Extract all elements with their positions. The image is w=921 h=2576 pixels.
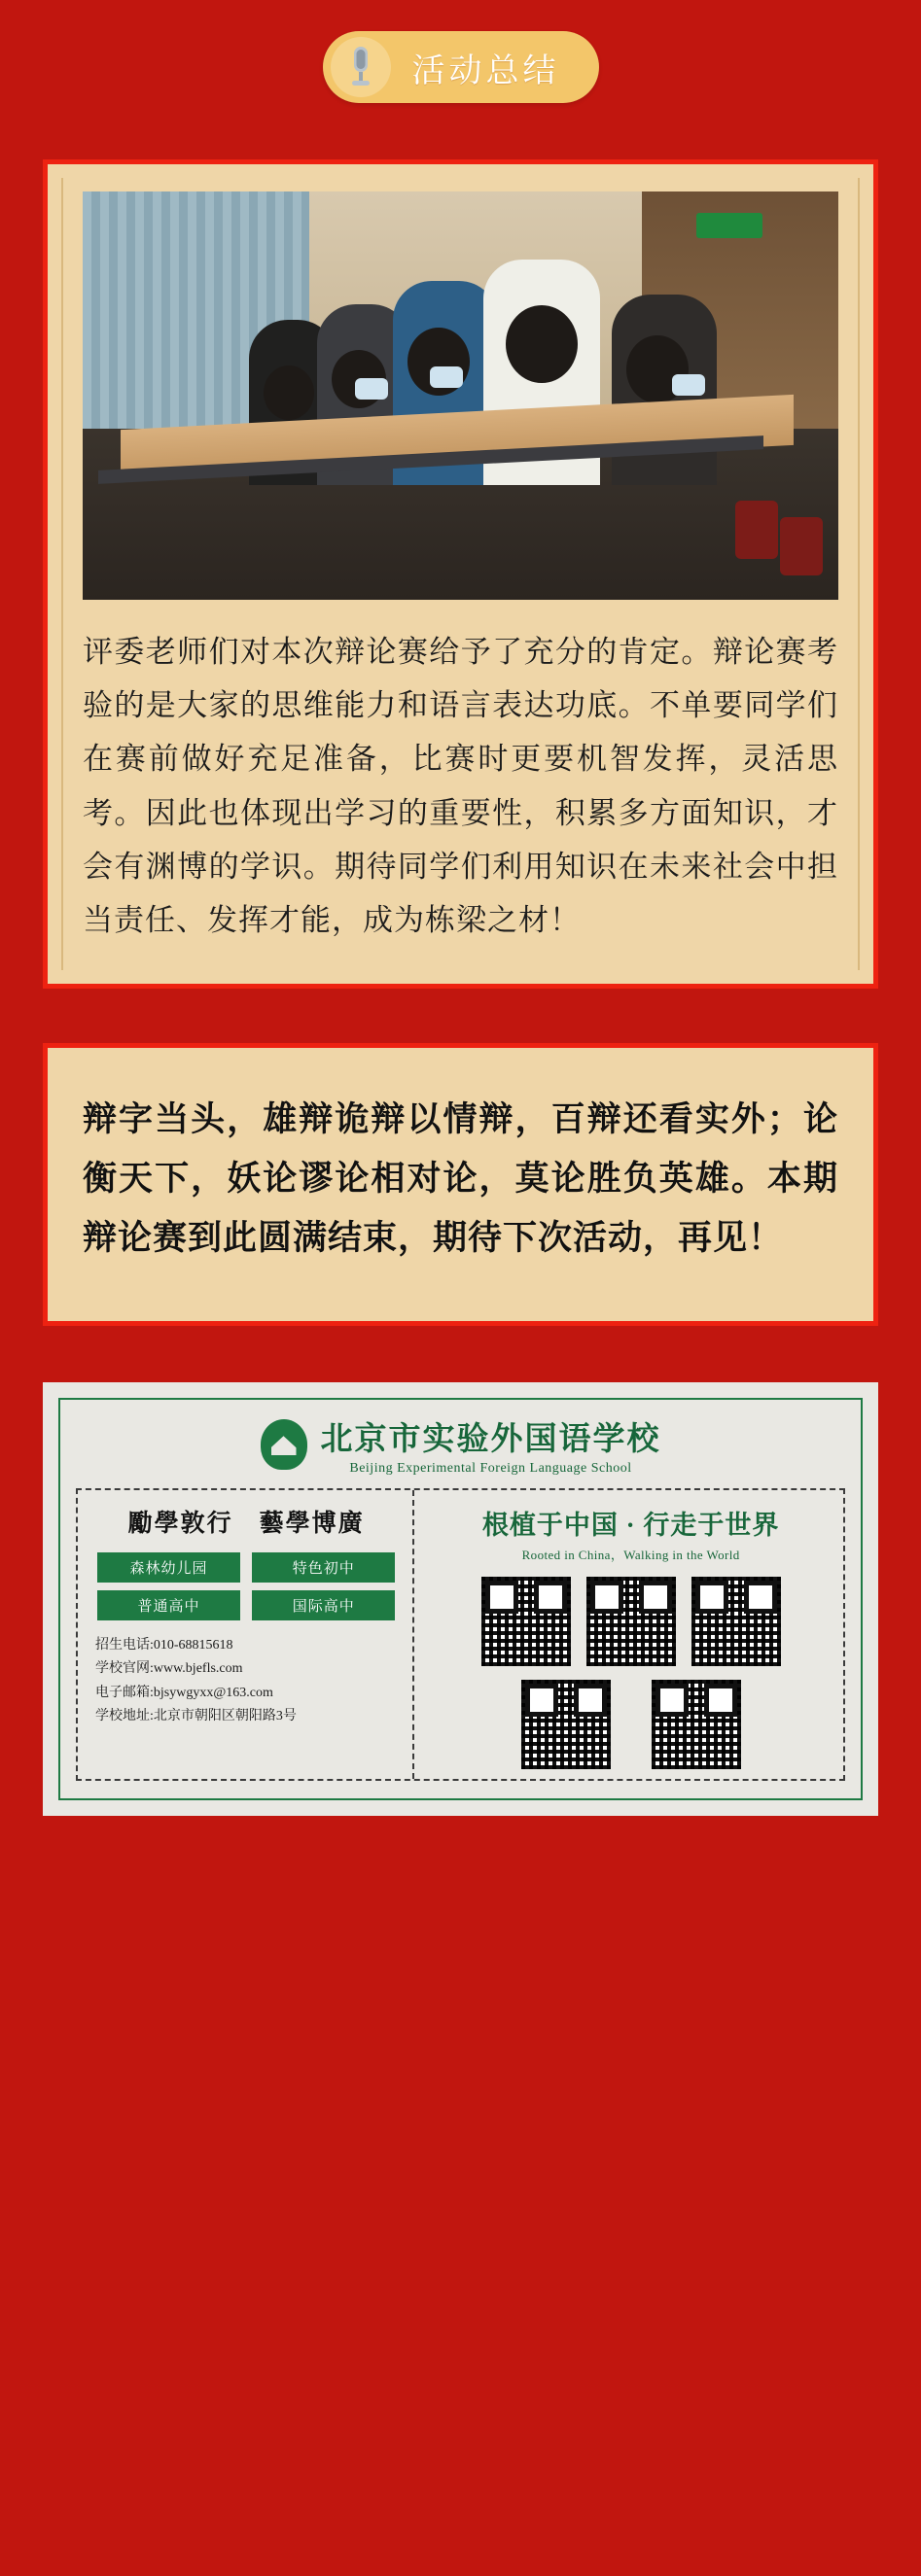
- debate-contest-photo: [83, 191, 838, 600]
- school-header: [76, 1413, 845, 1477]
- qr-row-top: [428, 1577, 833, 1666]
- qr-code-5[interactable]: [652, 1680, 741, 1769]
- summary-body-text: 评委老师们对本次辩论赛给予了充分的肯定。辩论赛考验的是大家的思维能力和语言表达功底。不单要同学们在赛前做好充足准备，比赛时更要机智发挥，灵活思考。因此也体现出学习的重要性，积累多方面知识，才会有渊博的学识。期待同学们利用知识在未来社会中担当责任、发挥才能，成为栋梁之材！: [83, 635, 838, 937]
- contact-list: [91, 1634, 401, 1729]
- exit-sign-icon: [696, 213, 762, 238]
- contact-phone: 招生电话:010-68815618: [95, 1637, 233, 1653]
- school-names: [321, 1413, 661, 1477]
- program-tag: 森林幼儿园: [97, 1552, 240, 1583]
- contact-website: 学校官网:www.bjefls.com: [95, 1661, 243, 1677]
- program-tag-grid: [91, 1552, 401, 1620]
- school-crest-icon: [261, 1419, 307, 1470]
- school-name-cn: 北京市实验外国语学校: [320, 1421, 661, 1457]
- badge-title: 活动总结: [411, 52, 560, 89]
- school-info-card: [43, 1382, 878, 1816]
- program-tag: 国际高中: [252, 1590, 395, 1620]
- school-slogan-cn: 根植于中国 · 行走于世界: [481, 1510, 780, 1540]
- school-name-en: Beijing Experimental Foreign Language School: [349, 1460, 632, 1476]
- qr-code-2[interactable]: [586, 1577, 676, 1666]
- school-detail-left: [78, 1490, 414, 1779]
- qr-code-1[interactable]: [481, 1577, 571, 1666]
- section-badge: [323, 31, 599, 103]
- program-tag: 特色初中: [252, 1552, 395, 1583]
- qr-code-4[interactable]: [521, 1680, 611, 1769]
- school-detail-box: [76, 1488, 845, 1781]
- closing-quote-text: 辩字当头，雄辩诡辩以情辩，百辩还看实外；论衡天下，妖论谬论相对论，莫论胜负英雄。本期辩论赛到此圆满结束，期待下次活动，再见！: [83, 1100, 838, 1257]
- closing-quote-inner: [61, 1062, 860, 1307]
- program-tag: 普通高中: [97, 1590, 240, 1620]
- school-motto: 勵學敦行 藝學博廣: [127, 1510, 365, 1537]
- summary-card-inner: [61, 178, 860, 970]
- school-info-inner: [58, 1398, 863, 1800]
- contact-address: 学校地址:北京市朝阳区朝阳路3号: [95, 1709, 297, 1724]
- contact-email: 电子邮箱:bjsywgyxx@163.com: [95, 1685, 273, 1700]
- header: [0, 0, 921, 103]
- closing-quote-card: [43, 1043, 878, 1326]
- summary-card: [43, 159, 878, 989]
- school-detail-right: [414, 1490, 843, 1779]
- qr-row-bottom: [428, 1680, 833, 1769]
- school-slogan-en: Rooted in China，Walking in the World: [521, 1547, 740, 1562]
- qr-code-3[interactable]: [691, 1577, 781, 1666]
- microphone-icon: [331, 37, 391, 97]
